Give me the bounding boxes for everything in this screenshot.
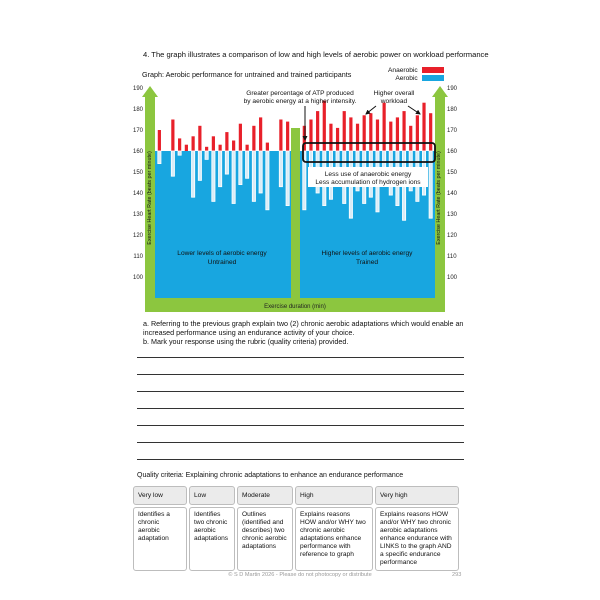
anaerobic-bar [356,124,359,151]
rubric-title: Quality criteria: Explaining chronic adaptations to enhance an endurance performance [137,472,404,479]
y-tick-label-left: 190 [132,86,143,92]
x-axis-label: Exercise duration (min) [264,304,326,310]
anaerobic-bar [309,120,312,152]
anaerobic-bar [316,111,319,151]
anaerobic-bar [178,138,181,151]
rubric-cell-very-high: Explains reasons HOW and/or WHY two chronic aerobic adaptations enhance endurance with LINKS to the graph AND a specific endurance performance [375,507,459,571]
y-tick-label-right: 110 [447,254,457,260]
anaerobic-bar [171,120,174,152]
y-tick-label-left: 110 [133,254,143,260]
aerobic-bar [225,151,228,174]
atp-annotation-line1: Greater percentage of ATP produced [246,90,354,97]
answer-line[interactable] [137,408,464,409]
y-tick-label-left: 100 [132,275,143,281]
workload-annotation-line2: workload [380,98,408,105]
rubric-header-very-high: Very high [375,486,459,505]
untrained-aerobic-block [155,151,291,298]
anaerobic-bar [336,128,339,151]
anaerobic-bar [205,147,208,151]
aerobic-bar [205,151,208,159]
anaerobic-annotation-line2: Less accumulation of hydrogen ions [315,179,421,186]
aerobic-bar [171,151,174,176]
y-tick-label-left: 130 [132,212,143,218]
anaerobic-bar [185,145,188,151]
anaerobic-bar [286,122,289,151]
aerobic-bar [259,151,262,193]
y-tick-label-left: 150 [132,170,143,176]
aerobic-bar [192,151,195,197]
aerobic-bar [219,151,222,187]
anaerobic-bar [198,126,201,151]
y-tick-label-left: 180 [132,107,143,113]
anaerobic-bar [158,130,161,151]
y-tick-label-right: 140 [447,191,458,197]
rubric-cell-moderate: Outlines (identified and describes) two chronic aerobic adaptations [237,507,293,571]
anaerobic-bar [252,126,255,151]
workload-annotation-line1: Higher overall [373,90,415,97]
untrained-region-label: Lower levels of aerobic energy [177,250,267,257]
anaerobic-bar [259,117,262,151]
anaerobic-annotation-line1: Less use of anaerobic energy [324,171,412,178]
anaerobic-bar [212,136,215,151]
untrained-region-sublabel: Untrained [207,259,237,266]
aerobic-bar [279,151,282,187]
aerobic-bar [239,151,242,185]
y-tick-label-left: 170 [132,128,143,134]
atp-annotation-line2: by aerobic energy at a higher intensity. [243,98,357,105]
aerobic-bar [286,151,289,206]
anaerobic-bar [246,145,249,151]
rubric-header-high: High [295,486,373,505]
answer-line[interactable] [137,425,464,426]
answer-line[interactable] [137,442,464,443]
question-b: b. Mark your response using the rubric (quality criteria) provided. [143,337,349,346]
anaerobic-bar [416,115,419,151]
page-number: 293 [452,572,462,578]
rubric-criteria-row [133,507,459,571]
anaerobic-bar [369,113,372,151]
copyright-footer: © S D Martin 2026 - Please do not photocopy or distribute [228,572,372,578]
aerobic-performance-chart [132,80,470,312]
anaerobic-bar [343,111,346,151]
trained-region-label: Higher levels of aerobic energy [321,250,413,257]
workload-arrow-right [408,106,420,114]
question-a: a. Referring to the previous graph explain two (2) chronic aerobic adaptations which would enable an increased performance using an endurance activity of your choice. [143,319,464,337]
workload-arrow-left [366,106,376,114]
y-tick-label-left: 160 [132,149,143,155]
centre-divider [291,128,300,300]
anaerobic-bar [219,145,222,151]
anaerobic-bar [363,115,366,151]
anaerobic-bar [329,124,332,151]
anaerobic-bar [232,141,235,152]
anaerobic-bar [239,124,242,151]
y-tick-label-right: 100 [447,275,458,281]
legend-item-anaerobic [388,66,444,74]
aerobic-bar [252,151,255,201]
rubric-cell-very-low: Identifies a chronic aerobic adaptation [133,507,187,571]
anaerobic-bar [429,113,432,151]
y-tick-label-right: 170 [447,128,458,134]
right-axis-arrowhead [432,86,448,97]
anaerobic-bar [409,126,412,151]
y-tick-label-right: 190 [447,86,458,92]
answer-line[interactable] [137,357,464,358]
aerobic-bar [429,151,432,218]
aerobic-bar [212,151,215,201]
aerobic-bar [158,151,161,164]
anaerobic-bar [279,120,282,152]
aerobic-bar [232,151,235,204]
rubric-header-moderate: Moderate [237,486,293,505]
legend-label: Aerobic [395,74,418,82]
rubric-header-low: Low [189,486,235,505]
y-tick-label-right: 130 [447,212,458,218]
left-axis-arrowhead [142,86,158,97]
answer-line[interactable] [137,374,464,375]
anaerobic-bar [349,117,352,151]
anaerobic-bar [402,111,405,151]
rubric-header-very-low: Very low [133,486,187,505]
right-y-axis-label: Exercise Heart Rate (beats per minute) [436,151,442,245]
rubric-cell-low: Identifies two chronic aerobic adaptations [189,507,235,571]
question-a-block [143,319,473,346]
aerobic-bar [246,151,249,178]
trained-region-sublabel: Trained [355,259,379,266]
anaerobic-bar [266,143,269,151]
rubric-header-row [133,486,459,505]
anaerobic-bar [396,117,399,151]
rubric-table [131,484,461,573]
anaerobic-bar [192,136,195,151]
y-tick-label-right: 180 [447,107,458,113]
answer-line[interactable] [137,391,464,392]
y-tick-label-right: 160 [447,149,458,155]
aerobic-bar [266,151,269,210]
y-tick-label-right: 150 [447,170,458,176]
question-title: 4. The graph illustrates a comparison of low and high levels of aerobic power on workload performance [143,50,489,59]
y-tick-label-right: 120 [447,233,458,239]
aerobic-bar [198,151,201,180]
legend-swatch-anaerobic [422,67,444,73]
y-tick-label-left: 120 [132,233,143,239]
aerobic-bar [178,151,181,155]
anaerobic-bar [389,122,392,151]
rubric-cell-high: Explains reasons HOW and/or WHY two chronic aerobic adaptations enhance performance with reference to graph [295,507,373,571]
legend-label: Anaerobic [388,66,418,74]
y-tick-label-left: 140 [132,191,143,197]
answer-line[interactable] [137,459,464,460]
anaerobic-bar [376,120,379,152]
graph-title: Graph: Aerobic performance for untrained and trained participants [142,70,352,79]
left-y-axis-label: Exercise Heart Rate (beats per minute) [147,151,153,245]
anaerobic-bar [225,132,228,151]
